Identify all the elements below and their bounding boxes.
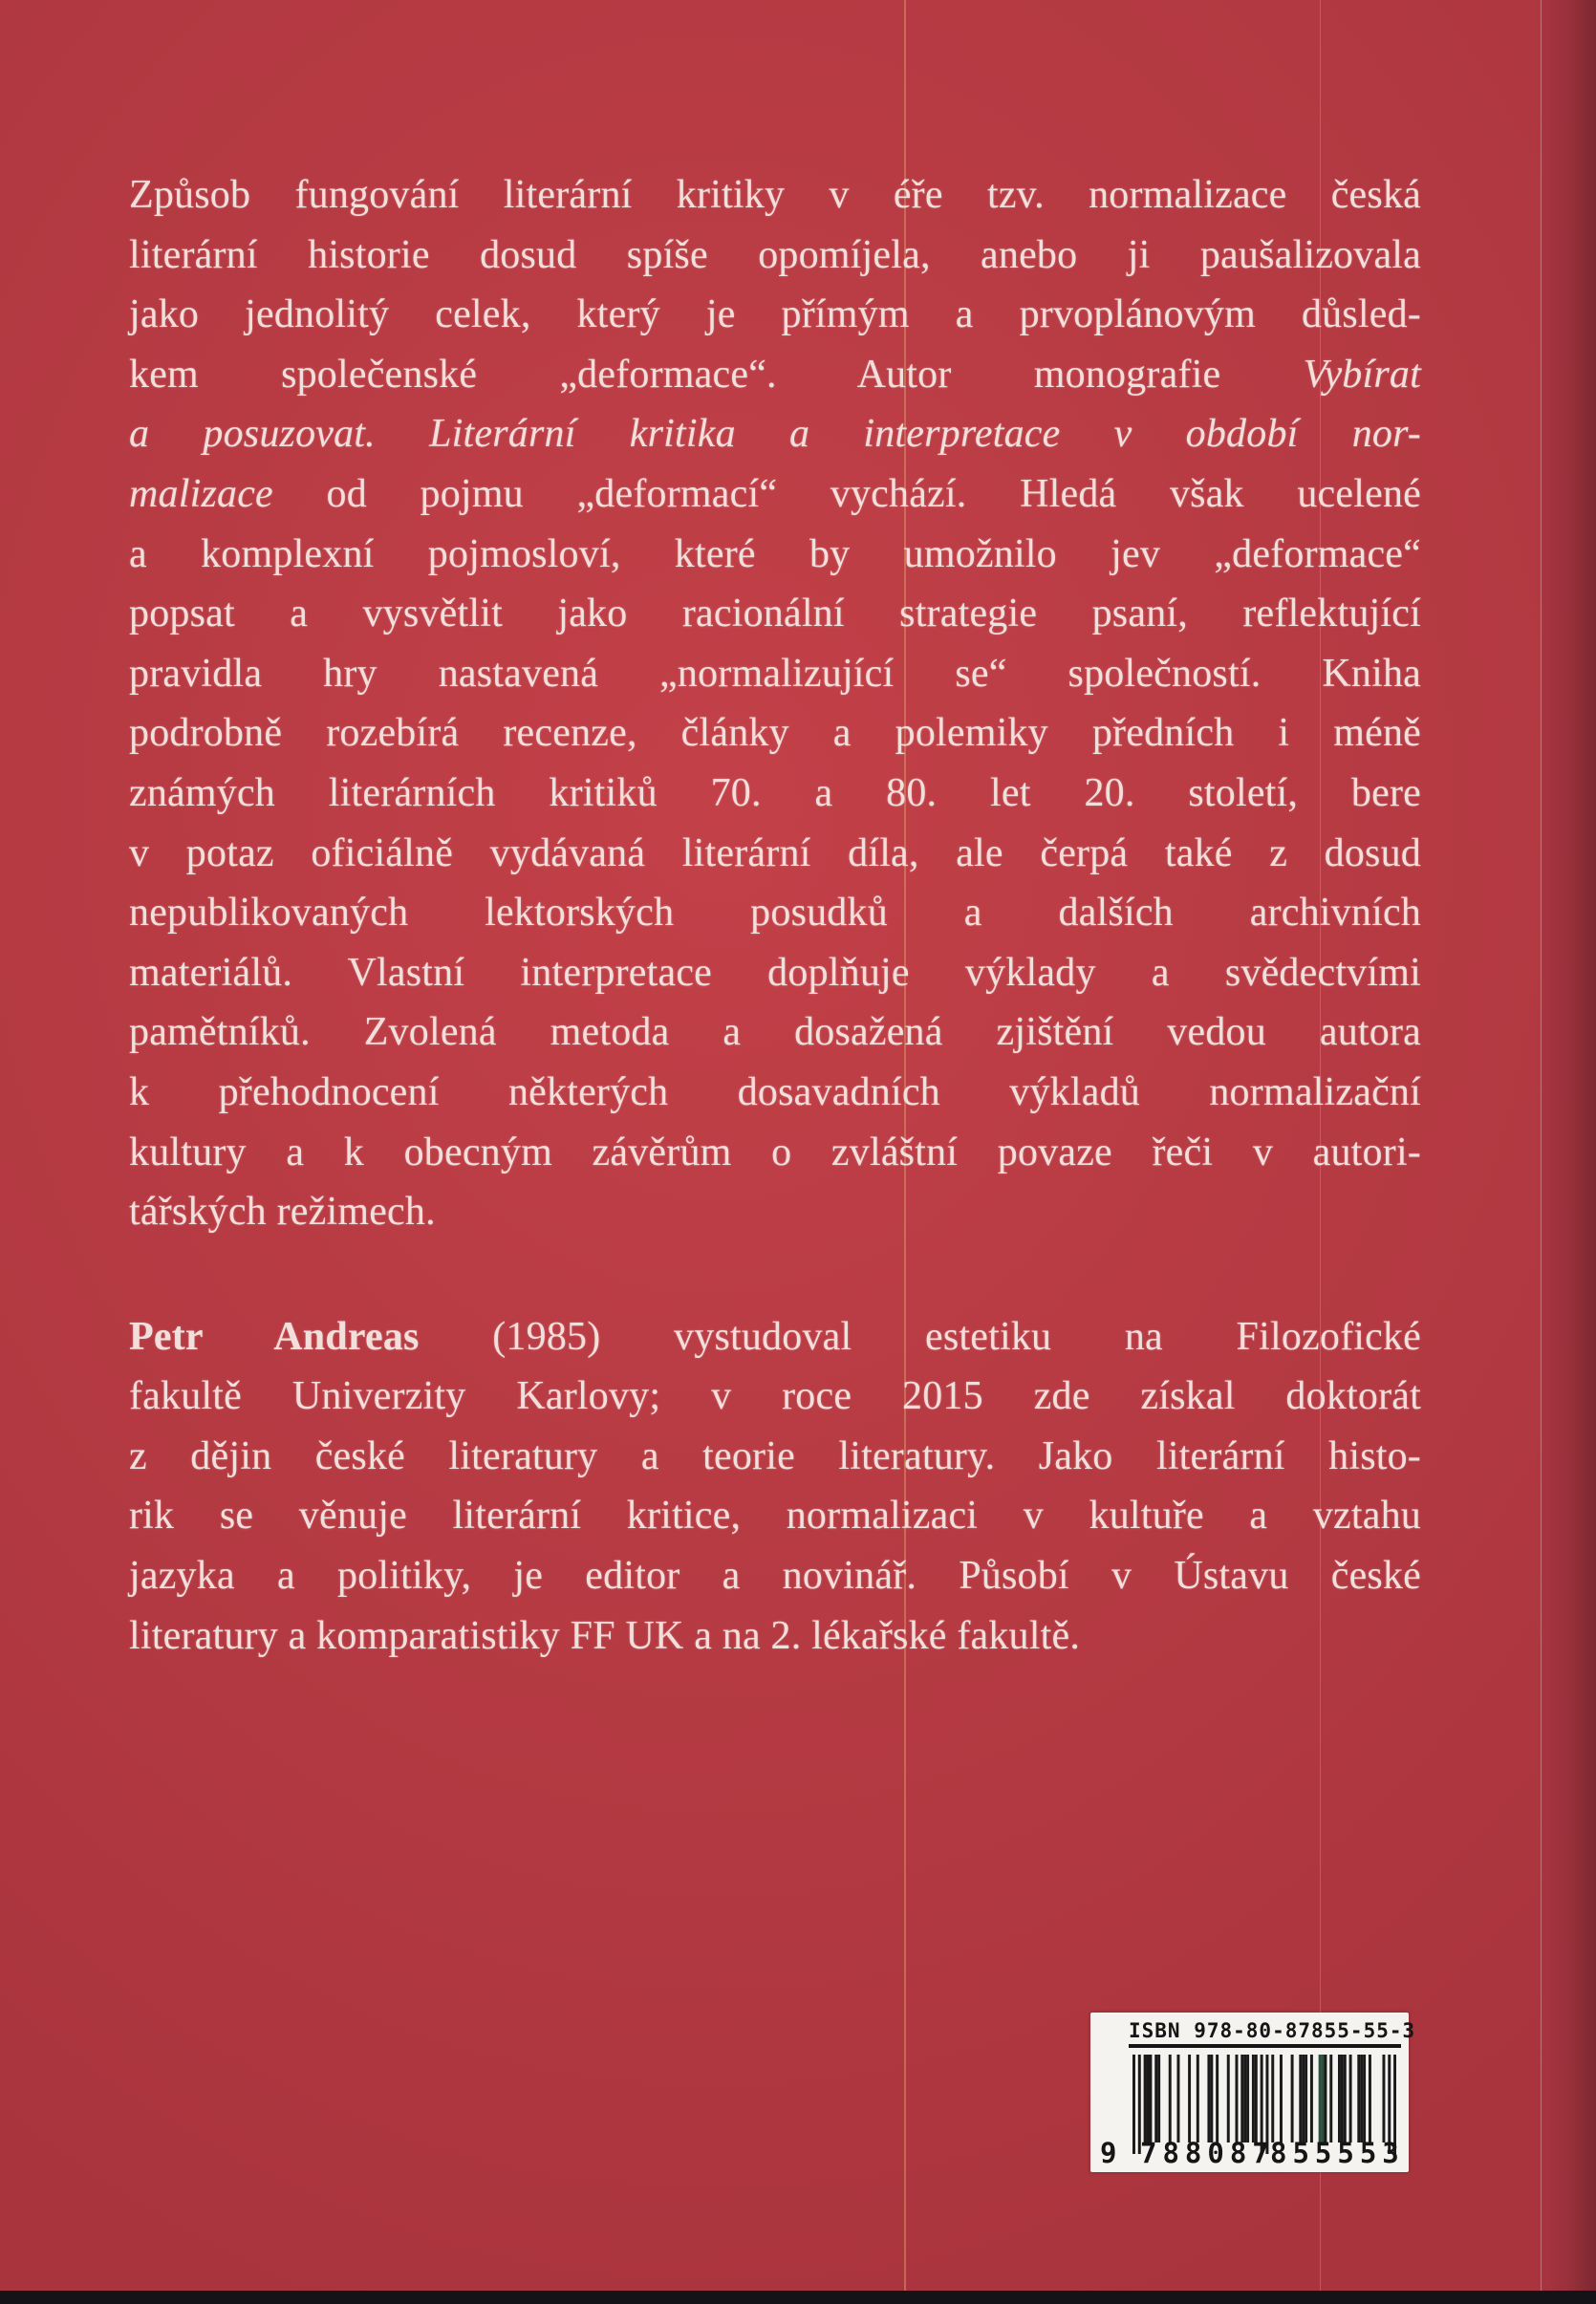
text-line: z dějin české literatury a teorie literatury. Jako literární histo- — [129, 1433, 1421, 1478]
text-line: nepublikovaných lektorských posudků a dalších archivních — [129, 891, 1421, 936]
text-line: fakultě Univerzity Karlovy; v roce 2015 zde získal doktorát — [129, 1374, 1421, 1419]
page-edge-shadow — [1542, 0, 1596, 2304]
text-line: jazyka a politiky, je editor a novinář. Působí v Ústavu české — [129, 1554, 1421, 1599]
text-line: podrobně rozebírá recenze, články a polemiky předních i méně — [129, 711, 1421, 756]
text-line: kem společenské „deformace“. Autor monografie Vybírat — [129, 352, 1421, 397]
isbn-number: ISBN 978-80-87855-55-3 — [1129, 2019, 1401, 2048]
ean-digit-group: 788087 — [1140, 2137, 1275, 2169]
text-line: jako jednolitý celek, který je přímým a prvoplánovým důsled- — [129, 292, 1421, 337]
text-line: popsat a vysvětlit jako racionální strategie psaní, reflektující — [129, 592, 1421, 636]
author-bio-paragraph — [129, 1307, 1421, 1667]
text-line: literatury a komparatistiky FF UK a na 2. lékařské fakultě. — [129, 1613, 1081, 1658]
ean-digit-group: 855553 — [1270, 2137, 1405, 2169]
text-line: pamětníků. Zvolená metoda a dosažená zjištění vedou autora — [129, 1010, 1421, 1055]
text-line: k přehodnocení některých dosavadních výkladů normalizační — [129, 1069, 1421, 1114]
isbn-barcode — [1090, 2013, 1416, 2172]
text-line: literární historie dosud spíše opomíjela, anebo ji paušalizovala — [129, 232, 1421, 277]
back-cover-text — [129, 165, 1421, 1666]
text-line: pravidla hry nastavená „normalizující se“ společností. Kniha — [129, 651, 1421, 696]
bottom-scan-edge — [0, 2291, 1596, 2304]
text-line: Petr Andreas (1985) vystudoval estetiku na Filozofické — [129, 1314, 1422, 1359]
text-line: a komplexní pojmosloví, které by umožnilo jev „deformace“ — [129, 531, 1421, 576]
text-line: malizace od pojmu „deformací“ vychází. Hledá však ucelené — [129, 471, 1421, 516]
text-line: Způsob fungování literární kritiky v éře tzv. normalizace česká — [129, 173, 1421, 217]
text-line: rik se věnuje literární kritice, normalizaci v kultuře a vztahu — [129, 1494, 1421, 1539]
text-line: v potaz oficiálně vydávaná literární díla, ale čerpá také z dosud — [129, 830, 1421, 875]
text-line: známých literárních kritiků 70. a 80. let 20. století, bere — [129, 770, 1421, 815]
ean-digits — [1090, 2137, 1409, 2169]
text-line: a posuzovat. Literární kritika a interpretace v období nor- — [129, 412, 1421, 457]
text-line: tářských režimech. — [129, 1190, 436, 1235]
synopsis-paragraph — [129, 165, 1421, 1242]
text-line: kultury a k obecným závěrům o zvláštní povaze řeči v autori- — [129, 1130, 1421, 1174]
ean-digit-group: 9 — [1100, 2137, 1123, 2169]
text-line: materiálů. Vlastní interpretace doplňuje výklady a svědectvími — [129, 950, 1421, 995]
